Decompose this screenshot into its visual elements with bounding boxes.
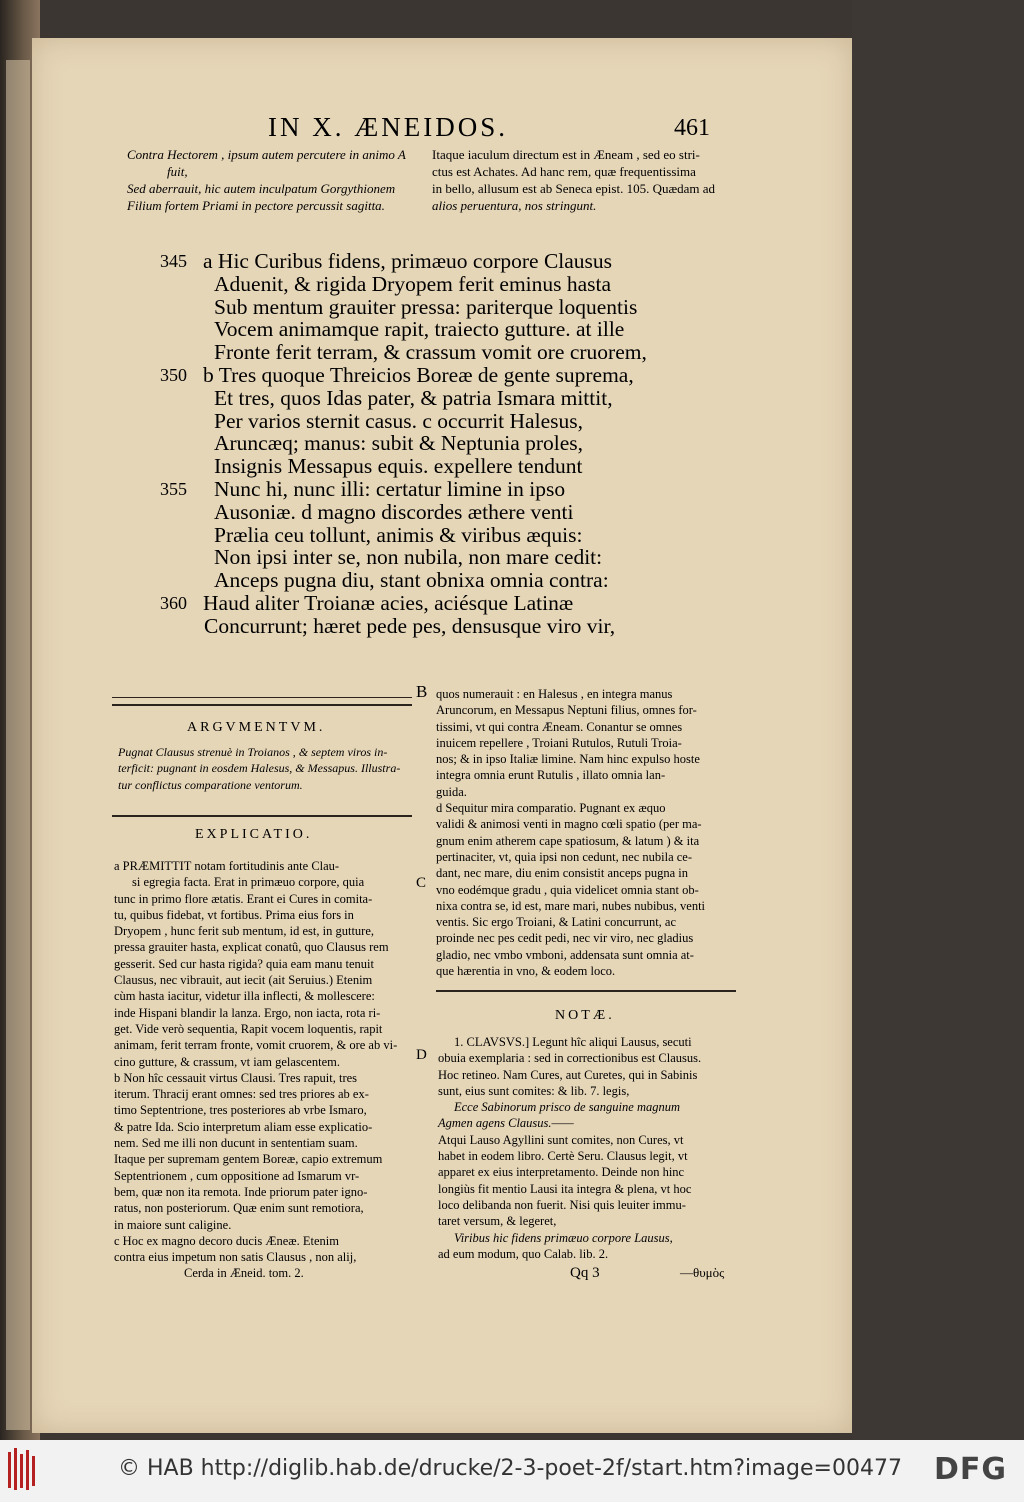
text-line: dant, nec mare, diu enim consistit anceps pugna in (436, 866, 689, 881)
dfg-logo: DFG (934, 1452, 1008, 1487)
verse-text: Vocem animamque rapit, traiecto gutture. at ille (214, 317, 625, 342)
text-line: pressa grauiter hasta, explicat conatû, quo Clausus rem (114, 940, 389, 955)
verse-text: Ausoniæ. d magno discordes æthere venti (214, 499, 574, 524)
text-line: inde Hispani blandir la lanza. Ergo, non iacta, rota ri- (114, 1005, 381, 1020)
text-line: cino gutture, & crassum, vt iam gelascentem. (114, 1054, 340, 1069)
text-line: cùm hasta iacitur, videtur illa inflecti, & mollescere: (114, 989, 375, 1004)
text-line: in bello, allusum est ab Seneca epist. 105. Quædam ad (432, 181, 716, 196)
text-line: obuia exemplaria : sed in correctionibus est Clausus. (438, 1051, 702, 1066)
text-line: Clausus, nec vibrauit, aut iecit (ait Seruius.) Etenim (114, 973, 373, 988)
text-line: tu, quibus fidebat, vt fortibus. Prima eius fors in (114, 907, 354, 922)
text-line: d Sequitur mira comparatio. Pugnant ex æquo (436, 801, 666, 816)
verse-text: Et tres, quos Idas pater, & patria Ismara mittit, (214, 385, 613, 410)
text-line: tunc in primo flore ætatis. Erant ei Cures in comita- (114, 891, 373, 906)
text-line: validi & animosi venti in magno cœli spatio (per ma- (436, 817, 702, 832)
text-line: apparet ex eius interpretamento. Deinde non hinc (438, 1165, 685, 1180)
verse-text: Haud aliter Troianæ acies, aciésque Latinæ (203, 590, 574, 615)
verse-text: b Tres quoque Threicios Boreæ de gente suprema, (203, 362, 634, 387)
text-line: a PRÆMITTIT notam fortitudinis ante Clau- (114, 859, 340, 873)
text-line: nem. Sed me illi non ducunt in sententiam suam. (114, 1136, 358, 1151)
text-line: proinde nec pes cedit pedi, nec vir viro, nec gladius (436, 931, 694, 946)
top-left-column (127, 146, 406, 214)
text-line: 1. CLAVSVS.] Legunt hîc aliqui Lausus, secuti (454, 1035, 692, 1049)
text-line: timo Septentrione, tres posteriores ab vrbe Ismaro, (114, 1103, 367, 1118)
verse-text: Non ipsi inter se, non nubila, non mare cedit: (214, 545, 603, 570)
text-line: pertinaciter, vt, quia ipsi non cedunt, nec nubila ce- (436, 849, 693, 864)
line-number: 360 (160, 592, 187, 613)
argumentum-text (118, 744, 400, 793)
right-column-text (436, 686, 705, 979)
text-line: terficit: pugnant in eosdem Halesus, & Messapus. Illustra- (118, 761, 401, 776)
text-line: b Non hîc cessauit virtus Clausi. Tres rapuit, tres (114, 1070, 358, 1085)
text-line: Aruncorum, en Messapus Neptuni filius, omnes for- (436, 703, 697, 718)
text-line: guida. (436, 784, 467, 799)
text-line: fuit, (167, 164, 188, 179)
line-number: 345 (160, 251, 187, 271)
top-right-column (432, 146, 715, 214)
verse-text: Aruncæq; manus: subit & Neptunia proles, (214, 431, 584, 456)
text-line: Itaque per supremam gentem Boreæ, capio extremum (114, 1152, 383, 1167)
explicatio-heading: EXPLICATIO. (195, 827, 313, 842)
text-line: inuicem repellere , Troiani Rutulos, Rutuli Troia- (436, 735, 682, 750)
divider-rule (112, 704, 412, 706)
page-edges (6, 60, 30, 1430)
text-line: tur conflictus comparatione ventorum. (118, 777, 303, 792)
text-line: gesserit. Sed cur hasta rigida? quia eam manu tenuit (114, 956, 374, 971)
line-number: 355 (160, 478, 187, 499)
verse-text: Per varios sternit casus. c occurrit Halesus, (214, 408, 583, 433)
verse-text: Prælia ceu tollunt, animis & viribus æquis: (214, 522, 583, 547)
text-line: Agmen agens Clausus.—— (438, 1116, 574, 1131)
text-line: sunt, eius sunt comites: & lib. 7. legis, (438, 1083, 630, 1098)
text-line: Itaque iaculum directum est in Æneam , sed eo stri- (432, 147, 700, 162)
text-line: tissimi, vt qui contra Æneam. Conantur se omnes (436, 719, 683, 734)
explicatio-text (114, 858, 397, 1282)
text-line: Contra Hectorem , ipsum autem percutere in animo A (127, 147, 406, 162)
notae-heading: NOTÆ. (555, 1008, 615, 1023)
text-line: iterum. Thracij erant omnes: sed tres priores ab ex- (114, 1087, 369, 1102)
text-line: Dryopem , hunc ferit sub mentum, id est, in gutture, (114, 924, 375, 939)
verse-text: Nunc hi, nunc illi: certatur limine in ipso (214, 476, 566, 501)
text-line: quos numerauit : en Halesus , en integra manus (436, 687, 673, 701)
catchword: —θυμὸς (680, 1265, 725, 1280)
text-line: Hoc retineo. Nam Cures, aut Curetes, qui in Sabinis (438, 1067, 698, 1082)
running-header: IN X. ÆNEIDOS. (268, 112, 508, 142)
text-line: habet in eodem libro. Certè Seru. Clausus legit, vt (438, 1149, 688, 1164)
text-line: gladio, nec vmbo vmboni, addensata sunt omnia at- (436, 947, 694, 962)
divider-rule (112, 697, 412, 698)
text-line: integra omnia erunt Rutulis , illato omnia lan- (436, 768, 666, 783)
text-line: get. Vide verò sequentia, Rapit vocem loquentis, rapit (114, 1021, 383, 1036)
signature-mark: Qq 3 (570, 1265, 600, 1281)
text-line: & patre Ida. Scio interpretum aliam esse explicatio- (114, 1119, 373, 1134)
verse-text: Concurrunt; hæret pede pes, densusque viro vir, (204, 613, 616, 638)
text-line: ad eum modum, quo Calab. lib. 2. (438, 1246, 609, 1261)
text-line: nos; & in ipso Italiæ limine. Nam hinc expulso hoste (436, 752, 700, 767)
text-line: Sed aberrauit, hic autem inculpatum Gorgythionem (127, 181, 396, 196)
text-line: Ecce Sabinorum prisco de sanguine magnum (454, 1100, 681, 1115)
footer-link[interactable]: © HAB http://diglib.hab.de/drucke/2-3-poet-2f/start.htm?image=00477 (118, 1456, 902, 1481)
text-line: ventis. Sic ergo Troiani, & Latini concurrunt, ac (436, 915, 677, 930)
text-line: contra eius impetum non satis Clausus , non alij, (114, 1250, 357, 1265)
line-number: 350 (160, 364, 187, 385)
text-line: ratus, non posteriorum. Quæ enim sunt remotiora, (114, 1201, 364, 1216)
text-line: ctus est Achates. Ad hanc rem, quæ frequentissima (432, 164, 696, 179)
text-line: bem, quæ non ita remota. Inde priorum pater igno- (114, 1184, 368, 1199)
text-line: Viribus hic fidens primæuo corpore Lausus, (454, 1230, 673, 1245)
library-logo-icon (6, 1446, 42, 1498)
text-line: que hærentia in vno, & eodem loco. (436, 964, 616, 979)
notae-text (438, 1034, 701, 1262)
verse-text: Aduenit, & rigida Dryopem ferit eminus hasta (214, 271, 612, 296)
text-line: nixa contra se, id est, mare mari, nubes nubibus, venti (436, 898, 706, 913)
text-line: in maiore sunt caligine. (114, 1217, 232, 1232)
text-line: vno eodémque gradu , quia videlicet omnia stant ob- (436, 882, 699, 897)
margin-letter: D (416, 1047, 427, 1063)
text-line: Septentrionem , cum oppositione ad Ismarum vr- (114, 1168, 360, 1183)
divider-rule (112, 815, 412, 817)
text-line: gnum enim atherem cape spatiosum, & latum ) & ita (436, 833, 700, 848)
text-line: c Hoc ex magno decoro ducis Æneæ. Etenim (114, 1233, 339, 1248)
text-line: alios peruentura, nos stringunt. (432, 198, 597, 213)
scan-background (852, 0, 1024, 1440)
text-line: Pugnat Clausus strenuè in Troianos , & septem viros in- (118, 745, 388, 759)
margin-letter: B (416, 682, 428, 701)
verse-text: Insignis Messapus equis. expellere tendunt (214, 454, 583, 479)
verse-text: Fronte ferit terram, & crassum vomit ore cruorem, (214, 340, 647, 365)
verse-text: Sub mentum grauiter pressa: pariterque loquentis (214, 294, 638, 319)
text-line: longiùs fit mentio Lausi ita integra & plena, vt hoc (438, 1181, 692, 1196)
text-line: taret versum, & legeret, (438, 1214, 557, 1229)
text-line: animam, ferit terram fronte, vomit cruorem, & ore ab vi- (114, 1038, 398, 1053)
text-line: Filium fortem Priami in pectore percussit sagitta. (127, 198, 385, 213)
argumentum-heading: ARGVMENTVM. (187, 720, 326, 735)
verse-text: Anceps pugna diu, stant obnixa omnia contra: (214, 568, 609, 593)
page-number: 461 (674, 115, 710, 141)
catchword: Cerda in Æneid. tom. 2. (184, 1266, 304, 1281)
margin-letter: C (416, 875, 427, 891)
text-line: si egregia facta. Erat in primæuo corpore, quia (132, 875, 365, 890)
text-line: loco delibanda non fuerit. Nisi quis leuiter immu- (438, 1197, 686, 1212)
divider-rule (436, 990, 736, 992)
verse-text: a Hic Curibus fidens, primæuo corpore Clausus (203, 249, 613, 273)
text-line: Atqui Lauso Agyllini sunt comites, non Cures, vt (438, 1132, 684, 1147)
